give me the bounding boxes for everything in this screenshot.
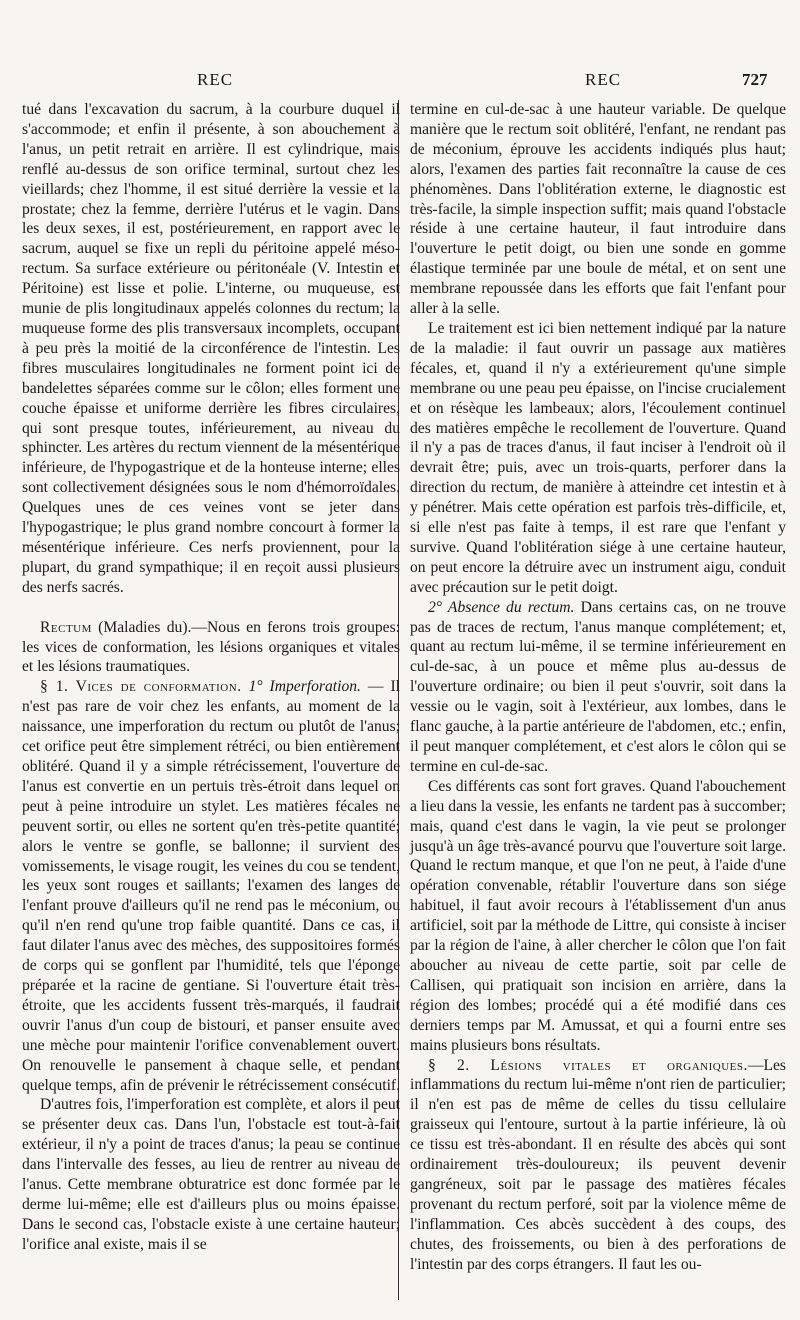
- paragraph-lesions-vitales: [410, 1056, 786, 1275]
- paragraph-absence-rectum: [410, 598, 786, 777]
- paragraph-traitement: Le traitement est ici bien nettement indiqué par la nature de la maladie: il faut ouvrir un passage aux matières fécales, et, quand il n'y a extérieurement qu'une simple membrane ou une peau peu épaisse, on l'incise crucialement et on résèque les lambeaux; alors, l'écoulement continuel des matières empêche le recollement de l'ouverture. Quand il n'y a pas de traces d'anus, il faut inciser à l'endroit où il devrait être; puis, avec un trois-quarts, perforer dans la direction du rectum, de manière à atteindre cet intestin et à y pénétrer. Mais cette opération est parfois très-difficile, et, si elle n'est pas faite à temps, il est rare que l'enfant y survive. Quand l'oblitération siége à une certaine hauteur, on peut encore la détruire avec un instrument aigu, conduit avec précaution sur le petit doigt.: [410, 319, 786, 596]
- paragraph-rectum-anatomy: tué dans l'excavation du sacrum, à la courbure duquel il s'accommode; et enfin il présente, à son abouchement à l'anus, un petit retrait en arrière. Il est cylindrique, mais renflé au-dessus de son orifice terminal, surtout chez les vieillards; chez l'homme, il est situé derrière la vessie et la prostate; chez la femme, derrière l'utérus et le vagin. Dans les deux sexes, il est, postérieurement, en rapport avec le sacrum, auquel se fixe un repli du péritoine appelé méso-rectum. Sa surface extérieure ou péritonéale (V. Intestin et Péritoine) est lisse et polie. L'interne, ou muqueuse, est munie de plis longitudinaux appelés colonnes du rectum; la muqueuse forme des plis transversaux incomplets, occupant à peu près la moitié de la circonférence de l'intestin. Les fibres musculaires longitudinales ne forment point ici de bandelettes séparées comme sur le côlon; elles forment une couche épaisse et uniforme derrière les fibres circulaires, qui sont presque toutes, inférieurement, au niveau du sphincter. Les artères du rectum viennent de la mésentérique inférieure, de l'hypogastrique et de la honteuse interne; elles sont collectivement désignées sous le nom d'hémorroïdales. Quelques unes de ces veines vont se jeter dans l'hypogastrique; le plus grand nombre concourt à former la mésentérique inférieure. Ces nerfs proviennent, pour la plupart, du grand sympathique; il en reçoit aussi plusieurs des nerfs sacrés.: [22, 101, 400, 596]
- paragraph-oblitere: termine en cul-de-sac à une hauteur variable. De quelque manière que le rectum soit oblitéré, l'enfant, ne rendant pas de méconium, éprouve les accidents indiqués plus haut; alors, l'examen des parties fait reconnaître la cause de ces phénomènes. Dans l'oblitération externe, le diagnostic est très-facile, la simple inspection suffit; mais quand l'obstacle réside à une certaine hauteur, il faut introduire dans l'ouverture le petit doigt, ou bien une sonde en gomme élastique terminée par une boule de métal, et on sent une membrane repoussée dans les efforts que fait l'enfant pour aller à la selle.: [410, 101, 786, 318]
- paragraph-cas-graves: Ces différents cas sont fort graves. Quand l'abouchement a lieu dans la vessie, les enfants ne tardent pas à succomber; mais, quand c'est dans le vagin, la vie peut se prolonger jusqu'à un âge très-avancé pourvu que l'ouverture soit large. Quand le rectum manque, et que l'on ne peut, à l'aide d'une opération convenable, rétablir l'ouverture dans son siége habituel, il faut avoir recours à l'établissement d'un anus artificiel, soit par la méthode de Littre, qui consiste à inciser par la région de l'aine, à aller chercher le côlon que l'on fait aboucher au niveau de cette partie, soit par celle de Callisen, qui pratiquait son incision en arrière, dans la région des lombes; procédé qui a été modifié dans ces derniers temps par M. Amussat, et qui a fourni entre ses mains plusieurs bons résultats.: [410, 777, 786, 1054]
- subheading-absence: 2° Absence du rectum.: [428, 598, 575, 616]
- left-running-head: REC: [197, 70, 234, 89]
- right-column: [410, 100, 786, 1274]
- maladies-text: (Maladies du).—Nous en ferons trois groupes: les vices de conformation, les lésions organiques et vitales et les lésions traumatiques.: [22, 618, 400, 676]
- section-heading-vices: § 1. Vices de conformation.: [40, 678, 242, 696]
- paragraph-gap: [22, 598, 400, 618]
- right-running-head: REC: [585, 70, 622, 89]
- paragraph-vices-conformation: [22, 677, 400, 1095]
- page-number: 727: [742, 70, 768, 89]
- entry-head-rectum: Rectum: [40, 618, 92, 636]
- section-heading-lesions: § 2. Lésions vitales et organiques.: [428, 1056, 748, 1074]
- left-column: [22, 100, 400, 1255]
- imperforation-text: — Il n'est pas rare de voir chez les enfants, au moment de la naissance, une imperforation du rectum ou plutôt de l'anus; cet orifice peut être simplement rétréci, ou bien entièrement oblitéré. Quand il y a simple rétrécissement, l'ouverture de l'anus est convertie en un pertuis très-étroit dans lequel on peut à peine introduire un stylet. Les matières fécales ne peuvent sortir, ou elles ne sortent qu'en très-petite quantité; alors le ventre se gonfle, se ballonne; il survient des vomissements, le visage rougit, les veines du cou se tendent, les yeux sont rouges et saillants; l'examen des langes de l'enfant prouve d'ailleurs qu'il ne rend pas le méconium, ou qu'il n'en rend qu'une trop faible quantité. Dans ce cas, il faut dilater l'anus avec des mèches, des suppositoires formés de corps qui se gonflent par l'humidité, tels que l'éponge préparée et la racine de gentiane. Si l'ouverture était très-étroite, que les accidents fussent très-marqués, il faudrait ouvrir l'anus d'un coup de bistouri, et panser ensuite avec une mèche pour maintenir l'orifice convenablement ouvert. On renouvelle le pansement à chaque selle, et pendant quelque temps, afin de prévenir le rétrécissement consécutif.: [22, 678, 400, 1094]
- subheading-imperforation: 1° Imperforation.: [248, 678, 361, 696]
- lesions-text: du rectum lui-même n'ont rien de particulier; il n'en est pas de même de celles du tissu cellulaire graisseux qui l'entoure, surtout à la partie inférieure, là où ce tissu est très-abondant. Il en résulte des abcès qui sont ordinairement très-douloureux; ils peuvent devenir gangréneux, soit par le passage des matières fécales provenant du rectum perforé, soit par la violence même de l'inflammation. Ces abcès succèdent à des coups, des chutes, des froissements, ou bien à des perforations de l'intestin par des corps étrangers. Il faut les ou-: [410, 1076, 786, 1273]
- running-header: [0, 70, 800, 98]
- absence-text: Dans certains cas, on ne trouve pas de traces de rectum, l'anus manque complétement; et, quant au rectum lui-même, il se termine inférieurement en cul-de-sac, à un pouce et même plus au-dessus de l'ouverture ordinaire; ou bien il peut s'ouvrir, soit dans la vessie ou le vagin, soit à l'extérieur, aux lombes, dans le flanc gauche, à la partie antérieure de l'abdomen, etc.; enfin, il peut manquer complétement, et c'est alors le côlon qui se termine en cul-de-sac.: [410, 598, 786, 775]
- paragraph-imperforation-complete: D'autres fois, l'imperforation est complète, et alors il peut se présenter deux cas. Dans l'un, l'obstacle est tout-à-fait extérieur, il n'y a point de traces d'anus; la peau se continue dans l'intervalle des fesses, au lieu de rentrer au niveau de l'anus. Cette membrane obturatrice est donc formée par le derme lui-même; elle est d'ailleurs plus ou moins épaisse. Dans le second cas, l'obstacle existe à une certaine hauteur; l'orifice anal existe, mais il se: [22, 1096, 400, 1253]
- paragraph-maladies: [22, 618, 400, 678]
- subheading-inflammations: —Les inflammations: [410, 1056, 786, 1094]
